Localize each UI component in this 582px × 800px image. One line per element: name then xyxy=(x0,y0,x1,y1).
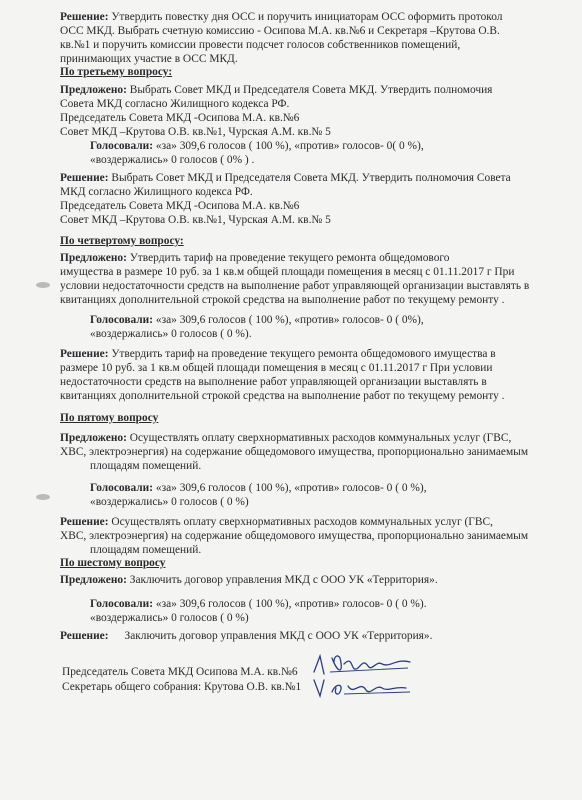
q4-vote-line-1 xyxy=(90,314,424,327)
chair-signature-line: Председатель Совета МКД Осипова М.А. кв.№6 xyxy=(62,666,298,678)
q6-vote-line-1 xyxy=(90,598,427,611)
q4-decision-line-2: размере 10 руб. за 1 кв.м общей площади помещения в месяц с 01.11.2017 г При условии xyxy=(60,362,493,374)
q4-decision-text-1: Утвердить тариф на проведение текущего ремонта общедомового имущества в xyxy=(108,348,496,360)
q5-vote-label: Голосовали: xyxy=(90,482,154,494)
q6-heading: По шестому вопросу xyxy=(60,557,166,569)
q3-proposed-label: Предложено: xyxy=(60,84,127,96)
q3-proposed-line-2: Совета МКД согласно Жилищного кодекса РФ. xyxy=(60,98,290,110)
secretary-signature-line: Секретарь общего собрания: Крутова О.В. кв.№1 xyxy=(62,681,302,693)
q3-vote-label: Голосовали: xyxy=(90,140,154,152)
q5-proposed-line-1 xyxy=(60,432,511,445)
q2-decision-label: Решение: xyxy=(60,11,109,23)
q3-vote-text-1: «за» 309,6 голосов ( 100 %), «против» голосов- 0( 0 %), xyxy=(153,140,424,152)
q4-proposed-line-3: условии недостаточности средств на выполнение работ управляющей организации выставлять в xyxy=(60,280,530,292)
q6-decision-line-1 xyxy=(60,630,432,643)
q4-vote-label: Голосовали: xyxy=(90,314,154,326)
q4-proposed-line-4: квитанциях дополнительной строкой средства на выполнение работ по текущему ремонту . xyxy=(60,294,505,306)
q5-decision-text-1: Осуществлять оплату сверхнормативных расходов коммунальных услуг (ГВС, xyxy=(108,516,493,528)
q6-decision-label: Решение: xyxy=(60,630,109,642)
q4-decision-label: Решение: xyxy=(60,348,109,360)
q6-decision-text-1: Заключить договор управления МКД с ООО УК «Территория». xyxy=(124,630,433,642)
q4-proposed-label: Предложено: xyxy=(60,252,127,264)
q6-proposed-line-1 xyxy=(60,574,438,587)
q5-proposed-label: Предложено: xyxy=(60,432,127,444)
q2-decision-line-2: ОСС МКД. Выбрать счетную комиссию - Осипова М.А. кв.№6 и Секретаря –Крутова О.В. xyxy=(60,25,500,37)
q2-decision-line-4: принимающих участие в ОСС МКД. xyxy=(60,53,238,65)
q5-heading: По пятому вопросу xyxy=(60,412,159,424)
q3-vote-line-1 xyxy=(90,140,424,153)
q6-proposed-text-1: Заключить договор управления МКД с ООО УК «Территория». xyxy=(126,574,438,586)
q5-decision-line-3: площадям помещений. xyxy=(90,544,202,556)
q4-vote-line-2: «воздержались» 0 голосов ( 0 %). xyxy=(90,328,252,340)
q3-vote-line-2: «воздержались» 0 голосов ( 0% ) . xyxy=(90,154,255,166)
q2-decision-line-3: кв.№1 и поручить комиссии провести подсчет голосов собственников помещений, xyxy=(60,39,461,51)
q5-vote-line-1 xyxy=(90,482,427,495)
q5-vote-line-2: «воздержались» 0 голосов ( 0 %) xyxy=(90,496,249,508)
q4-decision-line-1 xyxy=(60,348,496,361)
q4-proposed-line-1 xyxy=(60,252,450,265)
q4-vote-text-1: «за» 309,6 голосов ( 100 %), «против» голосов- 0 ( 0%), xyxy=(153,314,424,326)
q3-proposed-line-3: Председатель Совета МКД -Осипова М.А. кв.№6 xyxy=(60,112,300,124)
q5-decision-line-2: ХВС, электроэнергия) на содержание общедомового имущества, пропорционально занимаемым xyxy=(60,530,529,542)
q4-proposed-text-1: Утвердить тариф на проведение текущего ремонта общедомового xyxy=(126,252,450,264)
q4-decision-line-4: квитанциях дополнительной строкой средства на выполнение работ по текущему ремонту . xyxy=(60,390,505,402)
punch-mark-bottom xyxy=(36,494,50,500)
q5-decision-line-1 xyxy=(60,516,493,529)
q3-decision-label: Решение: xyxy=(60,172,109,184)
q3-proposed-line-1 xyxy=(60,84,492,97)
q6-vote-text-1: «за» 309,6 голосов ( 100 %), «против» голосов- 0 ( 0 %). xyxy=(153,598,427,610)
q3-decision-text-1: Выбрать Совет МКД и Председателя Совета МКД. Утвердить полномочия Совета xyxy=(108,172,511,184)
q5-decision-label: Решение: xyxy=(60,516,109,528)
q4-proposed-line-2: имущества в размере 10 руб. за 1 кв.м общей площади помещения в месяц с 01.11.2017 г При xyxy=(60,266,515,278)
q4-decision-line-3: недостаточности средств на выполнение работ управляющей организации выставлять в xyxy=(60,376,487,388)
q4-heading: По четвертому вопросу: xyxy=(60,235,184,247)
q5-proposed-line-2: ХВС, электроэнергия) на содержание общедомового имущества, пропорционально занимаемым xyxy=(60,446,529,458)
q3-decision-line-1 xyxy=(60,172,511,185)
q3-decision-line-2: МКД согласно Жилищного кодекса РФ. xyxy=(60,186,253,198)
handwritten-signature-secretary xyxy=(310,676,420,700)
q3-decision-line-4: Совет МКД –Крутова О.В. кв.№1, Чурская А.М. кв.№ 5 xyxy=(60,214,331,226)
q3-decision-line-3: Председатель Совета МКД -Осипова М.А. кв.№6 xyxy=(60,200,300,212)
q3-proposed-line-4: Совет МКД –Крутова О.В. кв.№1, Чурская А.М. кв.№ 5 xyxy=(60,126,331,138)
q6-vote-label: Голосовали: xyxy=(90,598,154,610)
punch-mark-top xyxy=(36,282,50,288)
q6-proposed-label: Предложено: xyxy=(60,574,127,586)
q2-decision-line-1 xyxy=(60,11,502,24)
q5-proposed-line-3: площадям помещений. xyxy=(90,460,202,472)
q3-proposed-text-1: Выбрать Совет МКД и Председателя Совета МКД. Утвердить полномочия xyxy=(126,84,493,96)
q5-proposed-text-1: Осуществлять оплату сверхнормативных расходов коммунальных услуг (ГВС, xyxy=(126,432,512,444)
q6-vote-line-2: «воздержались» 0 голосов ( 0 %) xyxy=(90,612,249,624)
q3-heading: По третьему вопросу: xyxy=(60,66,173,78)
q5-vote-text-1: «за» 309,6 голосов ( 100 %), «против» голосов- 0 ( 0 %), xyxy=(153,482,427,494)
q2-decision-text-1: Утвердить повестку дня ОСС и поручить инициаторам ОСС оформить протокол xyxy=(108,11,503,23)
